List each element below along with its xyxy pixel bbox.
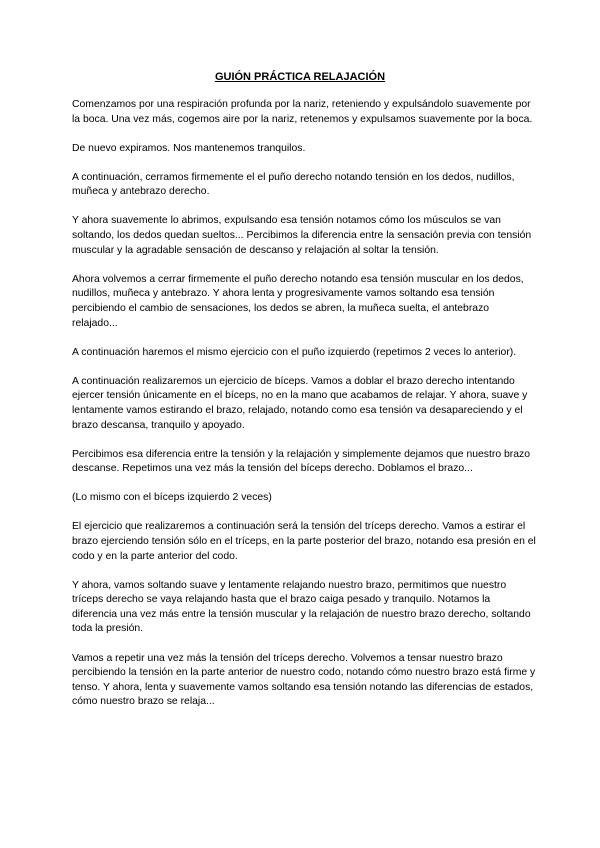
paragraph: A continuación, cerramos firmemente el el puño derecho notando tensión en los dedos, nudillos, muñeca y antebrazo derecho. bbox=[72, 171, 515, 198]
paragraph: A continuación realizaremos un ejercicio de bíceps. Vamos a doblar el brazo derecho intentando ejercer tensión únicamente en el bíceps, no en la mano que acabamos de relajar. Y ahora, suave y lentamente vamos estirando el brazo, relajado, notando como esa tensión va desapareciendo y el brazo descansa, tranquilo y apoyado. bbox=[72, 375, 528, 431]
paragraph: Y ahora, vamos soltando suave y lentamente relajando nuestro brazo, permitimos que nuestro tríceps derecho se vaya relajando hasta que el brazo caiga pesado y tranquilo. Notamos la diferencia una vez más entre la tensión muscular y la relajación de nuestro brazo derecho, soltando toda la presión. bbox=[72, 579, 531, 635]
paragraph: (Lo mismo con el bíceps izquierdo 2 veces) bbox=[72, 492, 272, 504]
paragraph: Vamos a repetir una vez más la tensión del tríceps derecho. Volvemos a tensar nuestro brazo percibiendo la tensión en la parte anterior de nuestro codo, notando cómo nuestro brazo está firme y tenso. Y ahora, lenta y suavemente vamos soltando esa tensión notando las diferencias de estados, cómo nuestro brazo se relaja... bbox=[72, 652, 536, 708]
paragraph: Ahora volvemos a cerrar firmemente el puño derecho notando esa tensión muscular en los dedos, nudillos, muñeca y antebrazo. Y ahora lenta y progresivamente vamos soltando esa tensión percibiendo el cambio de sensaciones, los dedos se abren, la muñeca suelta, el antebrazo relajado... bbox=[72, 273, 524, 329]
paragraph: Comenzamos por una respiración profunda por la nariz, reteniendo y expulsándolo suavemente por la boca. Una vez más, cogemos aire por la nariz, retenemos y expulsamos suavemente por la boca. bbox=[72, 99, 533, 125]
document-body bbox=[72, 98, 536, 724]
paragraph: A continuación haremos el mismo ejercicio con el puño izquierdo (repetimos 2 veces lo anterior). bbox=[72, 346, 517, 358]
paragraph: Percibimos esa diferencia entre la tensión y la relajación y simplemente dejamos que nuestro brazo descanse. Repetimos una vez más la tensión del bíceps derecho. Doblamos el brazo... bbox=[72, 448, 531, 475]
document-title: GUIÓN PRÁCTICA RELAJACIÓN bbox=[214, 71, 386, 83]
paragraph: El ejercicio que realizaremos a continuación será la tensión del tríceps derecho. Vamos a estirar el brazo ejerciendo tensión sólo en el tríceps, en la parte posterior del brazo, notando esa presión en el codo y en la parte anterior del codo. bbox=[72, 521, 536, 562]
paragraph: Y ahora suavemente lo abrimos, expulsando esa tensión notamos cómo los músculos se van soltando, los dedos quedan sueltos... Percibimos la diferencia entre la sensación previa con tensión muscular y la agradable sensación de descanso y relajación al soltar la tensión. bbox=[72, 215, 532, 256]
paragraph: De nuevo expiramos. Nos mantenemos tranquilos. bbox=[72, 142, 306, 154]
